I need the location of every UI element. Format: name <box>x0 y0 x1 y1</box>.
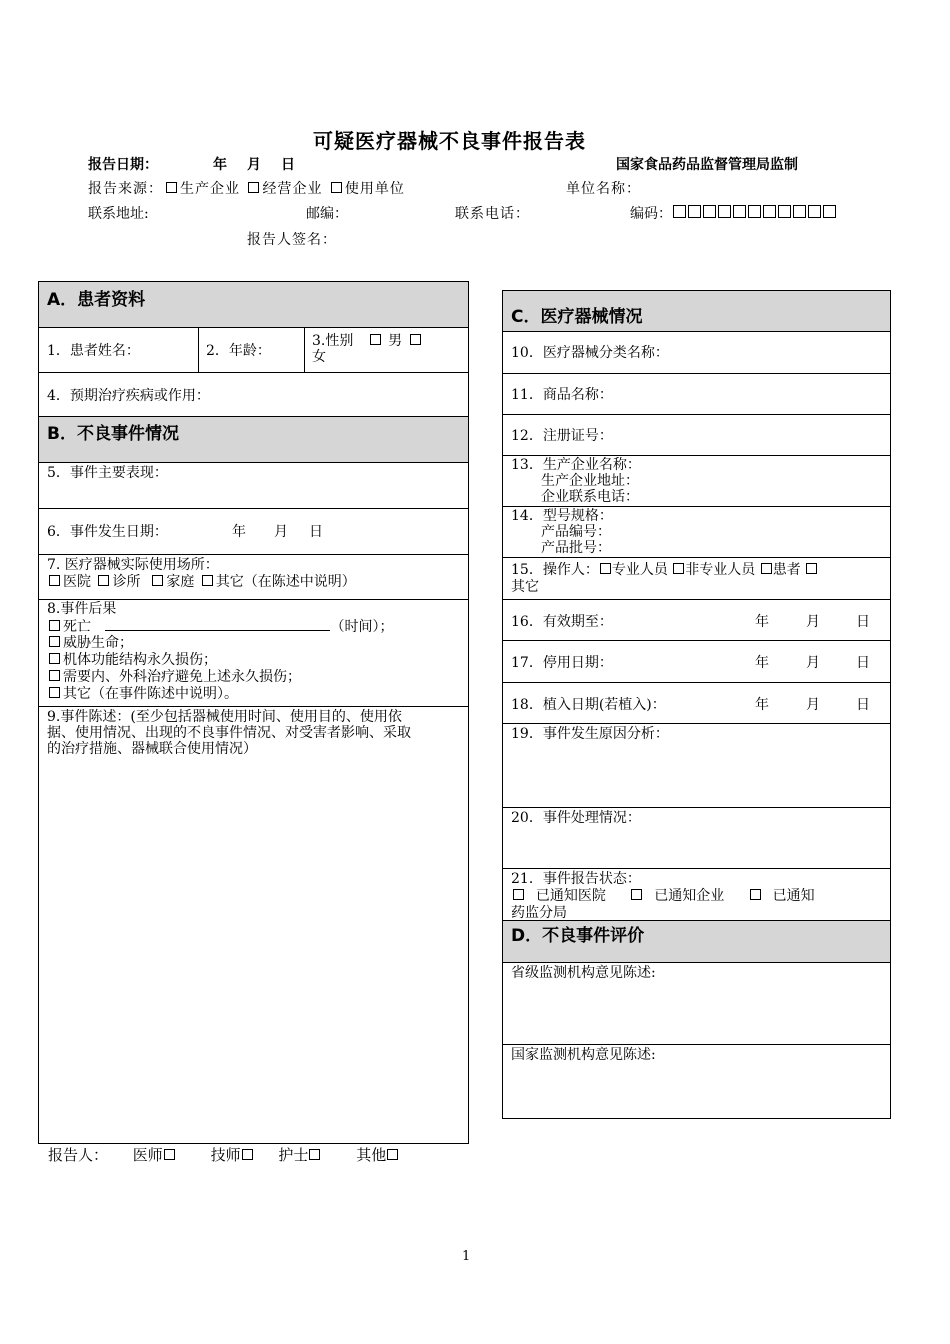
consequence-row <box>39 600 468 707</box>
expiry-day: 日 <box>856 614 870 630</box>
checkbox[interactable] <box>410 334 421 345</box>
manufacturer-phone-field[interactable]: 企业联系电话： <box>541 489 639 505</box>
event-date-month: 月 <box>274 524 288 540</box>
signature-label: 报告人签名： <box>247 232 337 248</box>
consequence-label: 8.事件后果 <box>47 601 117 617</box>
checkbox[interactable] <box>202 575 213 586</box>
place-options <box>47 574 356 590</box>
operator-option: 非专业人员 <box>685 562 756 578</box>
checkbox[interactable] <box>370 334 381 345</box>
provincial-row[interactable] <box>503 963 890 1045</box>
consequence-life <box>47 635 133 651</box>
status-tail: 药监分局 <box>511 905 567 921</box>
checkbox[interactable] <box>750 889 761 900</box>
checkbox[interactable] <box>673 563 684 574</box>
status-option: 已通知医院 <box>535 888 606 904</box>
age-field[interactable]: 2．年龄： <box>206 343 271 359</box>
disease-row <box>39 373 468 417</box>
code-digit-box[interactable] <box>748 205 761 218</box>
serial-field[interactable]: 产品编号： <box>541 524 611 540</box>
right-table <box>502 290 891 1119</box>
report-source-label: 报告来源： <box>88 181 163 197</box>
code-digit-box[interactable] <box>778 205 791 218</box>
code-digit-box[interactable] <box>793 205 806 218</box>
reporter-label: 报告人： <box>48 1146 109 1164</box>
operator-other: 其它 <box>511 579 539 595</box>
stop-date-label: 17．停用日期： <box>511 655 613 671</box>
manufacturer-field[interactable]: 13．生产企业名称： <box>511 457 641 473</box>
checkbox[interactable] <box>49 653 60 664</box>
handling-row[interactable] <box>503 808 890 869</box>
patient-row <box>39 328 468 373</box>
permanent-option: 机体功能结构永久损伤； <box>63 652 217 668</box>
reporter-option: 其他 <box>356 1146 387 1164</box>
reporter-option: 医师 <box>132 1146 163 1164</box>
stop-date-month: 月 <box>806 655 820 671</box>
place-label: 7. 医疗器械实际使用场所： <box>47 557 219 573</box>
event-date-year: 年 <box>232 524 246 540</box>
checkbox[interactable] <box>806 563 817 574</box>
code-digit-box[interactable] <box>673 205 686 218</box>
disease-field[interactable]: 4．预期治疗疾病或作用： <box>47 388 210 404</box>
implant-date-row <box>503 683 890 724</box>
code-digit-box[interactable] <box>718 205 731 218</box>
checkbox[interactable] <box>164 1149 175 1160</box>
code-label: 编码： <box>630 206 672 222</box>
checkbox[interactable] <box>309 1149 320 1160</box>
unit-name-label: 单位名称： <box>566 181 641 197</box>
report-date-month: 月 <box>247 157 261 173</box>
classification-field[interactable]: 10．医疗器械分类名称： <box>511 345 669 361</box>
place-option: 家庭 <box>166 574 195 590</box>
statement-line-3: 的治疗措施、器械联合使用情况） <box>47 741 257 757</box>
checkbox[interactable] <box>49 670 60 681</box>
code-digit-box[interactable] <box>808 205 821 218</box>
source-option: 经营企业 <box>262 181 323 197</box>
expiry-year: 年 <box>755 614 769 630</box>
source-option: 使用单位 <box>344 181 405 197</box>
page-number: 1 <box>462 1249 471 1264</box>
code-digit-box[interactable] <box>688 205 701 218</box>
checkbox[interactable] <box>387 1149 398 1160</box>
checkbox[interactable] <box>600 563 611 574</box>
patient-name-field[interactable]: 1．患者姓名： <box>47 343 140 359</box>
consequence-death <box>47 618 393 635</box>
report-source-row <box>88 178 405 198</box>
code-digit-box[interactable] <box>733 205 746 218</box>
female-option: 女 <box>312 349 326 365</box>
checkbox[interactable] <box>631 889 642 900</box>
male-option: 男 <box>388 333 403 349</box>
event-date-day: 日 <box>309 524 323 540</box>
product-row <box>503 374 890 415</box>
model-field[interactable]: 14．型号规格： <box>511 508 613 524</box>
time-label: （时间）； <box>330 619 394 635</box>
operator-option: 专业人员 <box>611 562 668 578</box>
registration-row <box>503 415 890 456</box>
gender-label: 3.性别 <box>312 333 354 349</box>
form-title: 可疑医疗器械不良事件报告表 <box>313 129 586 153</box>
national-row[interactable] <box>503 1045 890 1118</box>
report-date-label: 报告日期： <box>88 157 158 173</box>
code-digit-box[interactable] <box>823 205 836 218</box>
batch-field[interactable]: 产品批号： <box>541 540 611 556</box>
checkbox[interactable] <box>49 575 60 586</box>
statement-row[interactable] <box>39 707 468 1143</box>
place-option: 诊所 <box>112 574 141 590</box>
code-boxes <box>672 206 837 222</box>
statement-line-2: 据、使用情况、出现的不良事件情况、对受害者影响、采取 <box>47 725 411 741</box>
checkbox[interactable] <box>49 687 60 698</box>
manufacturer-row <box>503 456 890 507</box>
place-row <box>39 555 468 600</box>
cause-label: 19．事件发生原因分析： <box>511 726 669 742</box>
checkbox[interactable] <box>331 182 342 193</box>
checkbox[interactable] <box>242 1149 253 1160</box>
model-row <box>503 507 890 558</box>
implant-date-month: 月 <box>806 697 820 713</box>
section-c-header <box>503 291 890 332</box>
cause-row[interactable] <box>503 724 890 808</box>
checkbox[interactable] <box>513 889 524 900</box>
phone-label: 联系电话： <box>455 206 530 222</box>
checkbox[interactable] <box>98 575 109 586</box>
event-date-label: 6．事件发生日期： <box>47 524 168 540</box>
operator-options <box>511 562 818 578</box>
handling-label: 20．事件处理情况： <box>511 810 641 826</box>
consequence-other <box>47 686 238 702</box>
manifestation-field[interactable]: 5．事件主要表现： <box>47 465 168 481</box>
stop-date-row <box>503 641 890 683</box>
reporter-option: 护士 <box>278 1146 309 1164</box>
stop-date-day: 日 <box>856 655 870 671</box>
provincial-label: 省级监测机构意见陈述: <box>511 965 656 981</box>
code-digit-box[interactable] <box>763 205 776 218</box>
postcode-label: 邮编： <box>306 206 348 222</box>
reporter-row <box>48 1144 399 1165</box>
section-a-header <box>39 282 468 328</box>
registration-field[interactable]: 12．注册证号： <box>511 428 613 444</box>
expiry-month: 月 <box>806 614 820 630</box>
manufacturer-address-field[interactable]: 生产企业地址： <box>541 473 639 489</box>
implant-date-day: 日 <box>856 697 870 713</box>
status-row <box>503 869 890 921</box>
supervisor-label: 国家食品药品监督管理局监制 <box>616 157 798 173</box>
reporter-option: 技师 <box>210 1146 241 1164</box>
checkbox[interactable] <box>49 636 60 647</box>
gender-field <box>312 333 468 365</box>
consequence-permanent <box>47 652 217 668</box>
address-label: 联系地址: <box>88 206 149 222</box>
expiry-label: 16．有效期至： <box>511 614 613 630</box>
code-digit-box[interactable] <box>703 205 716 218</box>
operator-row <box>503 558 890 600</box>
event-date-row <box>39 509 468 555</box>
operator-label: 15．操作人： <box>511 562 599 578</box>
status-option: 已通知 <box>772 888 815 904</box>
consequence-intervention <box>47 669 301 685</box>
code-row <box>630 203 837 223</box>
classification-row <box>503 332 890 374</box>
status-label: 21．事件报告状态： <box>511 871 641 887</box>
place-option: 医院 <box>63 574 91 590</box>
death-time-line[interactable] <box>105 618 330 631</box>
other-option: 其它（在事件陈述中说明）。 <box>63 686 238 702</box>
stop-date-year: 年 <box>755 655 769 671</box>
intervention-option: 需要内、外科治疗避免上述永久损伤； <box>63 669 301 685</box>
checkbox[interactable] <box>152 575 163 586</box>
checkbox[interactable] <box>761 563 772 574</box>
section-a-title: A．患者资料 <box>47 290 146 310</box>
death-option: 死亡 <box>63 619 91 635</box>
report-date-day: 日 <box>281 157 295 173</box>
manifestation-row <box>39 463 468 509</box>
left-table <box>38 281 469 1144</box>
section-c-title: C．医疗器械情况 <box>511 307 643 327</box>
checkbox[interactable] <box>248 182 259 193</box>
checkbox[interactable] <box>49 620 60 631</box>
section-d-header <box>503 921 890 963</box>
place-option: 其它（在陈述中说明） <box>215 574 356 590</box>
product-field[interactable]: 11．商品名称： <box>511 387 613 403</box>
report-date-year: 年 <box>213 157 227 173</box>
operator-option: 患者 <box>772 562 801 578</box>
statement-line-1: 9.事件陈述：(至少包括器械使用时间、使用目的、使用依 <box>47 709 402 725</box>
checkbox[interactable] <box>166 182 177 193</box>
status-options <box>511 888 815 904</box>
expiry-row <box>503 600 890 641</box>
status-option: 已通知企业 <box>654 888 725 904</box>
source-option: 生产企业 <box>180 181 240 197</box>
implant-date-label: 18．植入日期(若植入)： <box>511 697 666 713</box>
national-label: 国家监测机构意见陈述: <box>511 1047 656 1063</box>
implant-date-year: 年 <box>755 697 769 713</box>
life-option: 威胁生命； <box>63 635 133 651</box>
section-d-title: D．不良事件评价 <box>511 926 645 946</box>
section-b-title: B．不良事件情况 <box>47 424 179 444</box>
section-b-header <box>39 417 468 463</box>
